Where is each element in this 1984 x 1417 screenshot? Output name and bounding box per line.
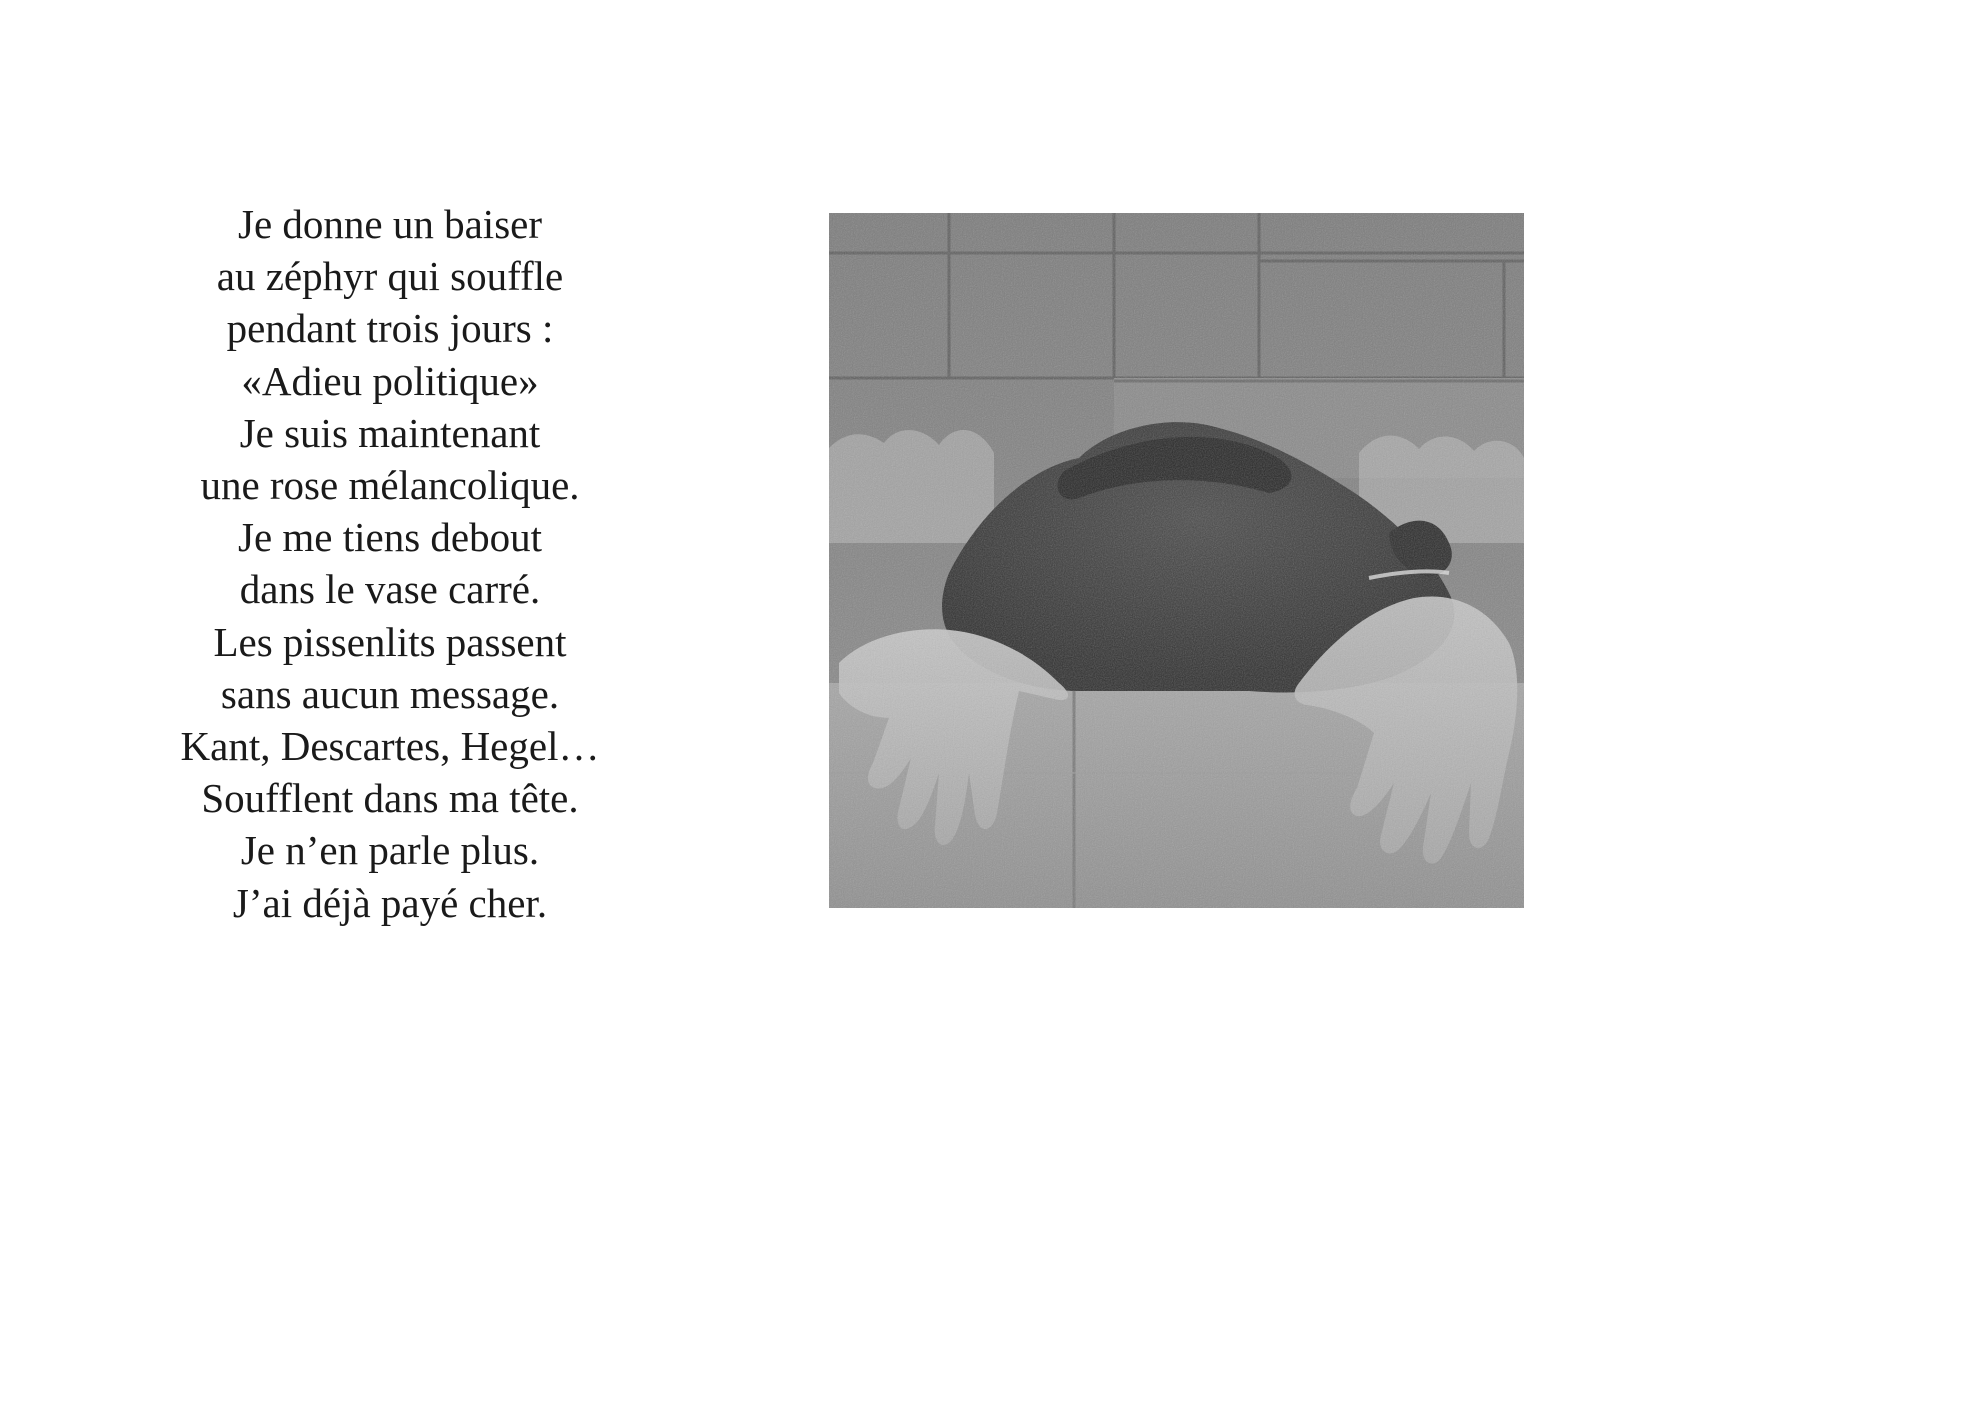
poem-line: une rose mélancolique. <box>200 462 580 509</box>
poem-line: au zéphyr qui souffle <box>216 253 564 300</box>
poem-line: dans le vase carré. <box>239 566 541 613</box>
photo-collage <box>829 213 1524 908</box>
poem-line: sans aucun message. <box>220 670 560 717</box>
poem-line: pendant trois jours : <box>226 305 554 352</box>
poem-line: Soufflent dans ma tête. <box>201 775 579 822</box>
poem-line: Kant, Descartes, Hegel… <box>180 723 600 770</box>
poem-line: Je donne un baiser <box>238 201 542 247</box>
poem-line: J’ai déjà payé cher. <box>232 879 548 926</box>
poem-line: «Adieu politique» <box>241 357 539 404</box>
poem-text <box>130 198 650 929</box>
poem-line: Je n’en parle plus. <box>240 827 540 874</box>
poem-line: Je suis maintenant <box>239 409 541 456</box>
poem-line: Je me tiens debout <box>237 514 543 561</box>
poem-line: Les pissenlits passent <box>213 618 567 665</box>
